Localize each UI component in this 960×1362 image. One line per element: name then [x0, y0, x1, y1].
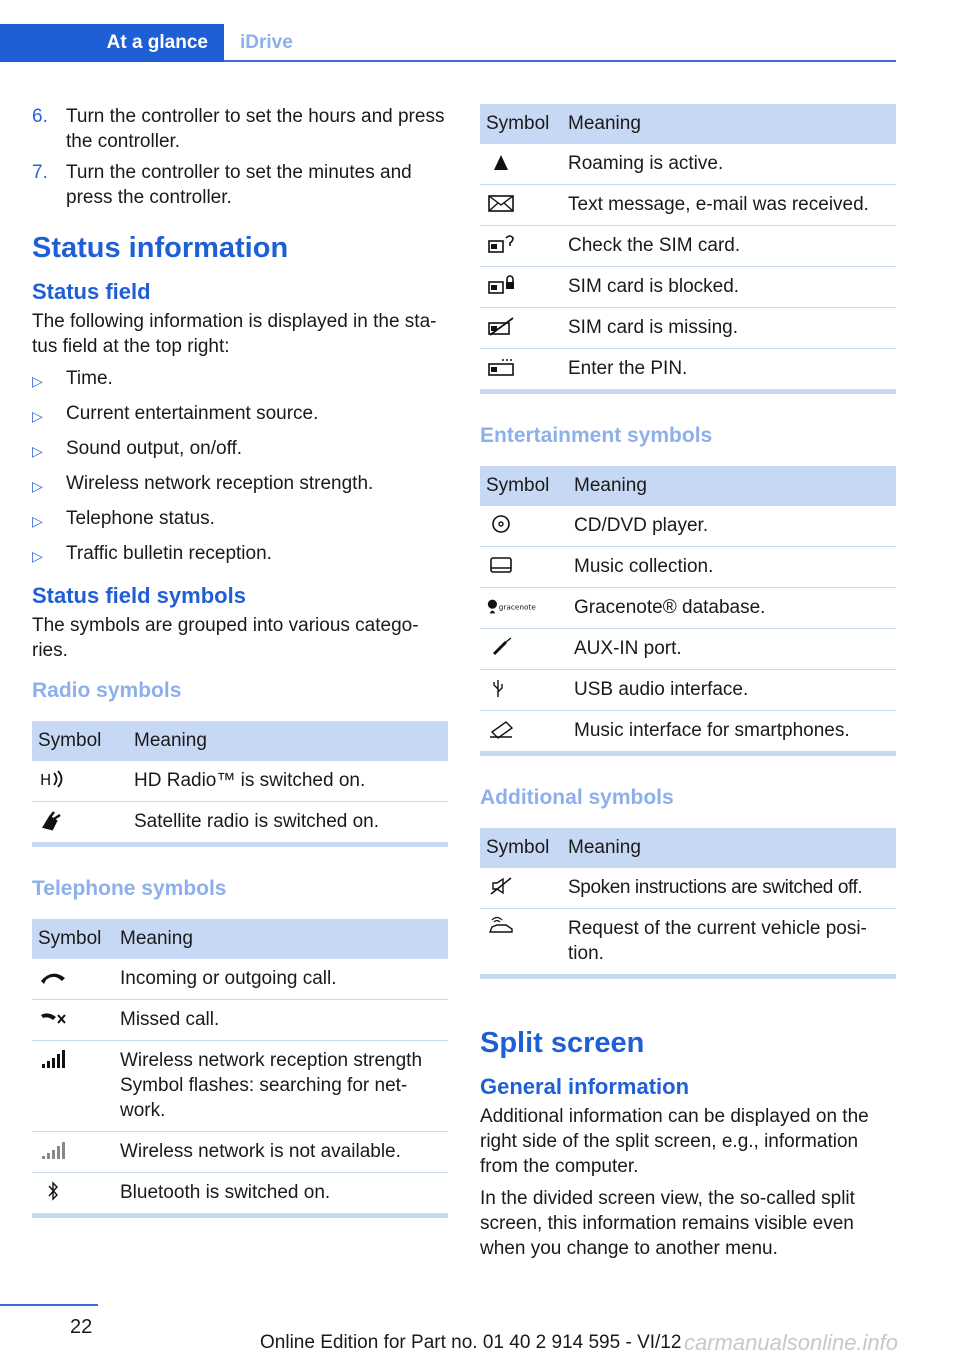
page-number: 22	[70, 1316, 93, 1338]
column-header-meaning: Meaning	[114, 919, 448, 959]
status-symbols-intro: The symbols are grouped into various catego‐ries.	[32, 615, 419, 661]
page-header	[0, 24, 896, 62]
table-row: USB audio interface.	[480, 670, 896, 711]
table-row: AUX-IN port.	[480, 629, 896, 670]
triangle-bullet-icon: ▷	[32, 478, 43, 494]
telephone-symbols-table	[32, 919, 448, 1218]
table-row: Enter the PIN.	[480, 349, 896, 392]
table-row: Bluetooth is switched on.	[32, 1173, 448, 1216]
entertainment-symbols-table	[480, 466, 896, 756]
missed-call-icon	[38, 1007, 68, 1029]
cd-dvd-icon	[486, 513, 516, 535]
additional-symbols-table	[480, 828, 896, 979]
table-row: Satellite radio is switched on.	[32, 802, 448, 845]
envelope-icon	[486, 192, 516, 214]
list-item: ▷ Time.	[32, 366, 448, 394]
status-field-bullets	[32, 366, 448, 569]
smartphone-music-icon	[486, 718, 516, 740]
steps-list	[32, 104, 448, 210]
triangle-bullet-icon: ▷	[32, 408, 43, 424]
column-header-symbol: Symbol	[480, 104, 562, 144]
pin-icon	[486, 356, 516, 378]
sim-check-icon	[486, 233, 516, 255]
sim-blocked-icon	[486, 274, 516, 296]
triangle-bullet-icon: ▷	[32, 513, 43, 529]
list-item: ▷ Wireless network reception strength.	[32, 471, 448, 499]
watermark: carmanualsonline.info	[684, 1330, 899, 1355]
triangle-bullet-icon: ▷	[32, 373, 43, 389]
triangle-bullet-icon: ▷	[32, 548, 43, 564]
spoken-off-icon	[486, 875, 516, 897]
column-header-symbol: Symbol	[480, 466, 568, 506]
table-row: Wireless network reception strength Symbol flashes: searching for net‐work.	[32, 1041, 448, 1132]
list-item: ▷ Sound output, on/off.	[32, 436, 448, 464]
triangle-bullet-icon: ▷	[32, 443, 43, 459]
table-row: Request of the current vehicle posi‐tion.	[480, 909, 896, 977]
tab-idrive[interactable]: iDrive	[240, 32, 293, 53]
aux-in-icon	[486, 636, 516, 658]
table-row: Spoken instructions are switched off.	[480, 868, 896, 909]
footer-divider	[0, 1304, 98, 1306]
subsection-title-general-information: General information	[480, 1074, 690, 1099]
gracenote-icon	[486, 595, 550, 617]
list-item: ▷ Telephone status.	[32, 506, 448, 534]
radio-symbols-table	[32, 721, 448, 847]
split-screen-paragraph-2: In the divided screen view, the so-called split screen, this information remains visible even when you change to another menu.	[480, 1188, 855, 1259]
column-header-symbol: Symbol	[480, 828, 562, 868]
entertainment-symbols-title: Entertainment symbols	[480, 424, 713, 447]
column-header-symbol: Symbol	[32, 721, 128, 761]
signal-strength-icon	[38, 1048, 68, 1070]
table-row: Roaming is active.	[480, 144, 896, 185]
table-row: SIM card is missing.	[480, 308, 896, 349]
table-row: CD/DVD player.	[480, 506, 896, 547]
column-header-meaning: Meaning	[562, 104, 896, 144]
music-collection-icon	[486, 554, 516, 576]
subsection-title-status-field: Status field	[32, 279, 151, 304]
svg-text:H: H	[40, 771, 52, 789]
table-row: Music collection.	[480, 547, 896, 588]
no-signal-icon	[38, 1139, 68, 1161]
column-header-symbol: Symbol	[32, 919, 114, 959]
vehicle-position-icon	[486, 916, 516, 938]
phone-call-icon	[38, 966, 68, 988]
list-item: 7. Turn the controller to set the minutes and press the controller.	[32, 162, 412, 208]
hd-radio-icon	[38, 768, 68, 790]
radio-symbols-title: Radio symbols	[32, 679, 182, 702]
list-item: ▷ Current entertainment source.	[32, 401, 448, 429]
tab-at-a-glance[interactable]: At a glance	[0, 24, 224, 62]
column-header-meaning: Meaning	[128, 721, 448, 761]
column-header-meaning: Meaning	[568, 466, 896, 506]
svg-text:gracenote: gracenote	[498, 602, 536, 612]
usb-icon	[486, 677, 516, 699]
table-row: H HD Radio™ is switched on.	[32, 761, 448, 802]
table-row: Check the SIM card.	[480, 226, 896, 267]
subsection-title-status-field-symbols: Status field symbols	[32, 583, 246, 608]
table-row: Missed call.	[32, 1000, 448, 1041]
status-field-intro: The following information is displayed in the sta‐tus field at the top right:	[32, 311, 437, 357]
table-row: SIM card is blocked.	[480, 267, 896, 308]
table-row: Text message, e-mail was received.	[480, 185, 896, 226]
right-column	[480, 104, 896, 1268]
table-row: gracenote Gracenote® database.	[480, 588, 896, 629]
list-item: 6. Turn the controller to set the hours and press the controller.	[32, 106, 445, 152]
column-header-meaning: Meaning	[562, 828, 896, 868]
sim-symbols-table	[480, 104, 896, 394]
left-column	[32, 104, 448, 1248]
telephone-symbols-title: Telephone symbols	[32, 877, 227, 900]
satellite-radio-icon	[38, 809, 68, 831]
table-row: Wireless network is not available.	[32, 1132, 448, 1173]
sim-missing-icon	[486, 315, 516, 337]
table-row: Incoming or outgoing call.	[32, 959, 448, 1000]
split-screen-paragraph-1: Additional information can be displayed on the right side of the split screen, e.g., information from the computer.	[480, 1106, 869, 1177]
bluetooth-icon	[38, 1180, 68, 1202]
list-item: ▷ Traffic bulletin reception.	[32, 541, 448, 569]
section-title-status-information: Status information	[32, 232, 289, 264]
table-row: Music interface for smartphones.	[480, 711, 896, 754]
roaming-icon	[486, 151, 516, 173]
section-title-split-screen: Split screen	[480, 1027, 645, 1059]
edition-text: Online Edition for Part no. 01 40 2 914 595 - VI/12	[260, 1332, 682, 1353]
additional-symbols-title: Additional symbols	[480, 786, 674, 809]
